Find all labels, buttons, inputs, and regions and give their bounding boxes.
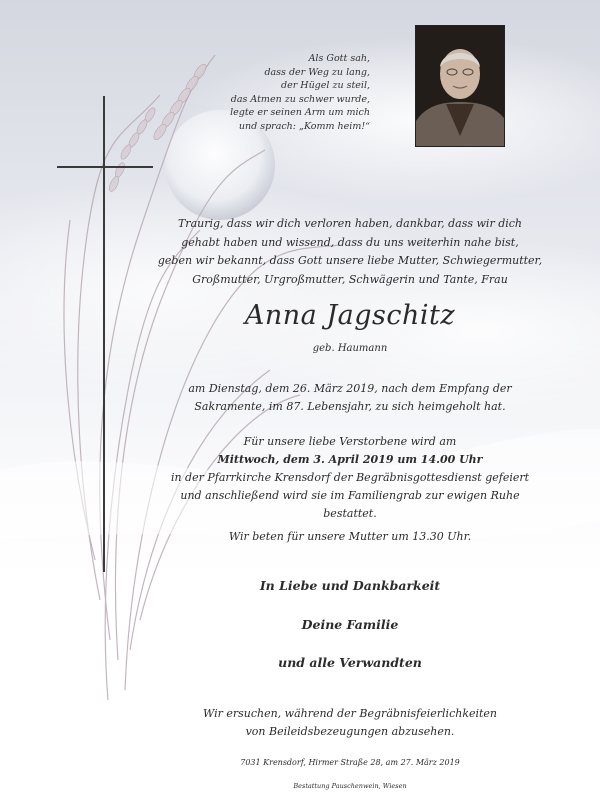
place-and-date: 7031 Krensdorf, Hirmer Straße 28, am 27. März 2019 — [240, 758, 460, 767]
poem-line: legte er seinen Arm um mich — [230, 107, 370, 118]
announcement-text — [150, 215, 550, 289]
prayer-notice: Wir beten für unsere Mutter um 13.30 Uhr. — [228, 530, 472, 543]
poem — [190, 52, 370, 133]
condolence-request-line: von Beileidsbezeugungen abzusehen. — [245, 725, 455, 738]
death-notice-line: Sakramente, im 87. Lebensjahr, zu sich heimgeholt hat. — [194, 400, 506, 413]
funeral-line: in der Pfarrkirche Krensdorf der Begräbnisgottesdienst gefeiert — [170, 471, 530, 484]
closing-relatives: und alle Verwandten — [278, 655, 422, 670]
condolence-request — [150, 705, 550, 741]
undertaker-credit: Bestattung Pauschenwein, Wiesen — [293, 782, 407, 790]
closing-family: Deine Familie — [301, 617, 399, 632]
funeral-date-time: Mittwoch, dem 3. April 2019 um 14.00 Uhr — [217, 453, 483, 466]
funeral-line: und anschließend wird sie im Familiengrab zur ewigen Ruhe — [180, 489, 520, 502]
portrait-photo — [415, 25, 505, 147]
poem-line: der Hügel zu steil, — [281, 80, 370, 91]
poem-line: Als Gott sah, — [308, 53, 370, 64]
death-notice — [150, 380, 550, 416]
death-notice-line: am Dienstag, dem 26. März 2019, nach dem Empfang der — [188, 382, 512, 395]
birth-name: geb. Haumann — [312, 343, 388, 354]
funeral-line: Für unsere liebe Verstorbene wird am — [243, 435, 457, 448]
announcement-line: geben wir bekannt, dass Gott unsere liebe Mutter, Schwiegermutter, — [157, 254, 543, 268]
announcement-line: Traurig, dass wir dich verloren haben, dankbar, dass wir dich — [177, 217, 523, 230]
deceased-name: Anna Jagschitz — [244, 300, 456, 331]
condolence-request-line: Wir ersuchen, während der Begräbnisfeierlichkeiten — [202, 707, 498, 720]
poem-line: und sprach: „Komm heim!“ — [238, 120, 370, 132]
funeral-line: bestattet. — [323, 507, 377, 520]
funeral-details — [150, 433, 550, 523]
announcement-line: Großmutter, Urgroßmutter, Schwägerin und Tante, Frau — [192, 272, 508, 286]
poem-line: dass der Weg zu lang, — [264, 66, 370, 78]
poem-line: das Atmen zu schwer wurde, — [230, 93, 370, 105]
closing-love-gratitude: In Liebe und Dankbarkeit — [259, 578, 441, 593]
cross-horizontal-beam — [57, 166, 153, 168]
announcement-line: gehabt haben und wissend, dass du uns weiterhin nahe bist, — [181, 235, 519, 249]
